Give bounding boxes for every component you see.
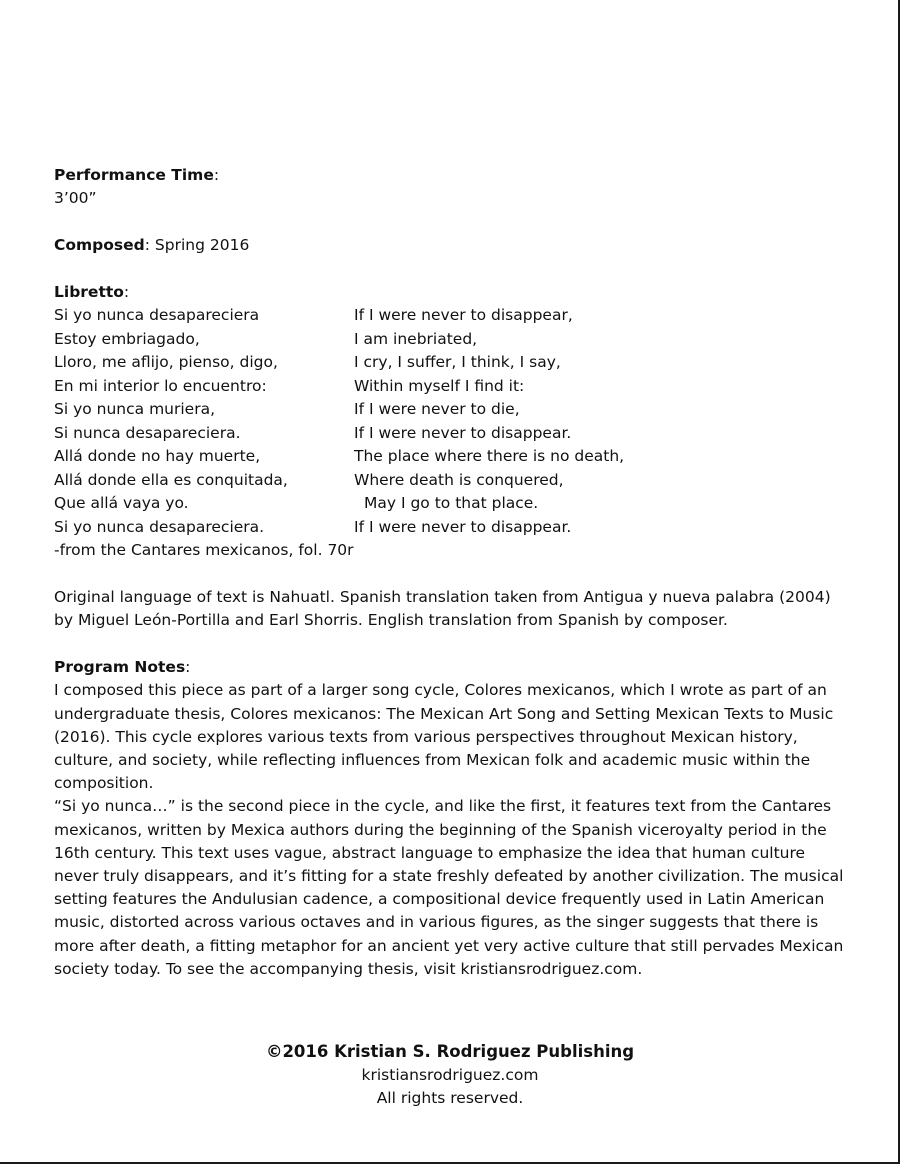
libretto-spanish: Allá donde no hay muerte, [54, 447, 261, 465]
libretto-line [54, 304, 854, 328]
libretto-line [54, 351, 854, 375]
composed-label: Composed [54, 236, 145, 254]
program-notes-paragraph-2: “Si yo nunca…” is the second piece in the cycle, and like the first, it features text from the Cantares mexicanos, written by Mexica authors during the beginning of the Spanish viceroyalty period in the 16th century. This text uses vague, abstract language to emphasize the idea that human culture never truly disappears, and it’s fitting for a state freshly defeated by another civilization. The musical setting features the Andulusian cadence, a compositional device frequently used in Latin American music, distorted across various octaves and in various figures, as the singer suggests that there is more after death, a fitting metaphor for an ancient yet very active culture that still pervades Mexican society today. To see the accompanying thesis, visit kristiansrodriguez.com. [54, 797, 844, 978]
translation-note: Original language of text is Nahuatl. Spanish translation taken from Antigua y nueva palabra (2004) by Miguel León-Portilla and Earl Shorris. English translation from Spanish by composer. [54, 588, 831, 630]
performance-time-heading: Performance Time: [54, 166, 220, 184]
program-notes-paragraph-1: I composed this piece as part of a larger song cycle, Colores mexicanos, which I wrote as part of an undergraduate thesis, Colores mexicanos: The Mexican Art Song and Setting Mexican Texts to Music (2016). This cycle explores various texts from various perspectives throughout Mexican history, culture, and society, while reflecting influences from Mexican folk and academic music within the composition. [54, 681, 834, 793]
libretto-line [54, 375, 854, 399]
libretto-english: Where death is conquered, [354, 470, 564, 489]
libretto-source: -from the Cantares mexicanos, fol. 70r [54, 541, 354, 559]
composed-value: Spring 2016 [154, 236, 250, 254]
libretto-line [54, 422, 854, 446]
program-notes-label: Program Notes [54, 658, 186, 677]
libretto-spanish: Si yo nunca muriera, [54, 400, 216, 418]
libretto-spanish: Lloro, me aflijo, pienso, digo, [54, 353, 278, 371]
publisher-website: kristiansrodriguez.com [361, 1066, 539, 1084]
publisher-footer [0, 1040, 900, 1110]
libretto-lines [54, 304, 854, 562]
libretto-spanish: Si nunca desapareciera. [54, 423, 241, 442]
libretto-english: If I were never to disappear. [354, 423, 572, 442]
libretto-label: Libretto [54, 283, 124, 301]
libretto-english: If I were never to die, [354, 400, 520, 418]
libretto-line [54, 516, 854, 540]
libretto-spanish: Que allá vaya yo. [54, 494, 189, 512]
rights-notice: All rights reserved. [376, 1089, 524, 1107]
libretto-english: I am inebriated, [354, 329, 478, 348]
libretto-english: May I go to that place. [364, 494, 539, 512]
document-body [54, 164, 854, 981]
libretto-line [54, 328, 854, 352]
performance-time-label: Performance Time [54, 166, 214, 184]
libretto-heading: Libretto: [54, 283, 130, 301]
libretto-english: If I were never to disappear, [354, 306, 573, 324]
libretto-line [54, 398, 854, 422]
program-notes-heading: Program Notes: [54, 658, 191, 677]
libretto-spanish: Si yo nunca desapareciera. [54, 517, 265, 536]
libretto-spanish: Estoy embriagado, [54, 329, 200, 348]
libretto-english: I cry, I suffer, I think, I say, [354, 353, 561, 371]
libretto-english: Within myself I find it: [354, 376, 525, 395]
libretto-line [54, 492, 854, 516]
libretto-line [54, 469, 854, 493]
libretto-english: If I were never to disappear. [354, 517, 572, 536]
libretto-spanish: Allá donde ella es conquitada, [54, 470, 288, 489]
libretto-english: The place where there is no death, [354, 447, 625, 465]
libretto-spanish: En mi interior lo encuentro: [54, 376, 267, 395]
copyright-notice: ©2016 Kristian S. Rodriguez Publishing [265, 1042, 635, 1061]
performance-time-value: 3’00” [54, 189, 97, 207]
composed-line: Composed: Spring 2016 [54, 236, 250, 254]
libretto-line [54, 445, 854, 469]
libretto-spanish: Si yo nunca desapareciera [54, 306, 260, 324]
